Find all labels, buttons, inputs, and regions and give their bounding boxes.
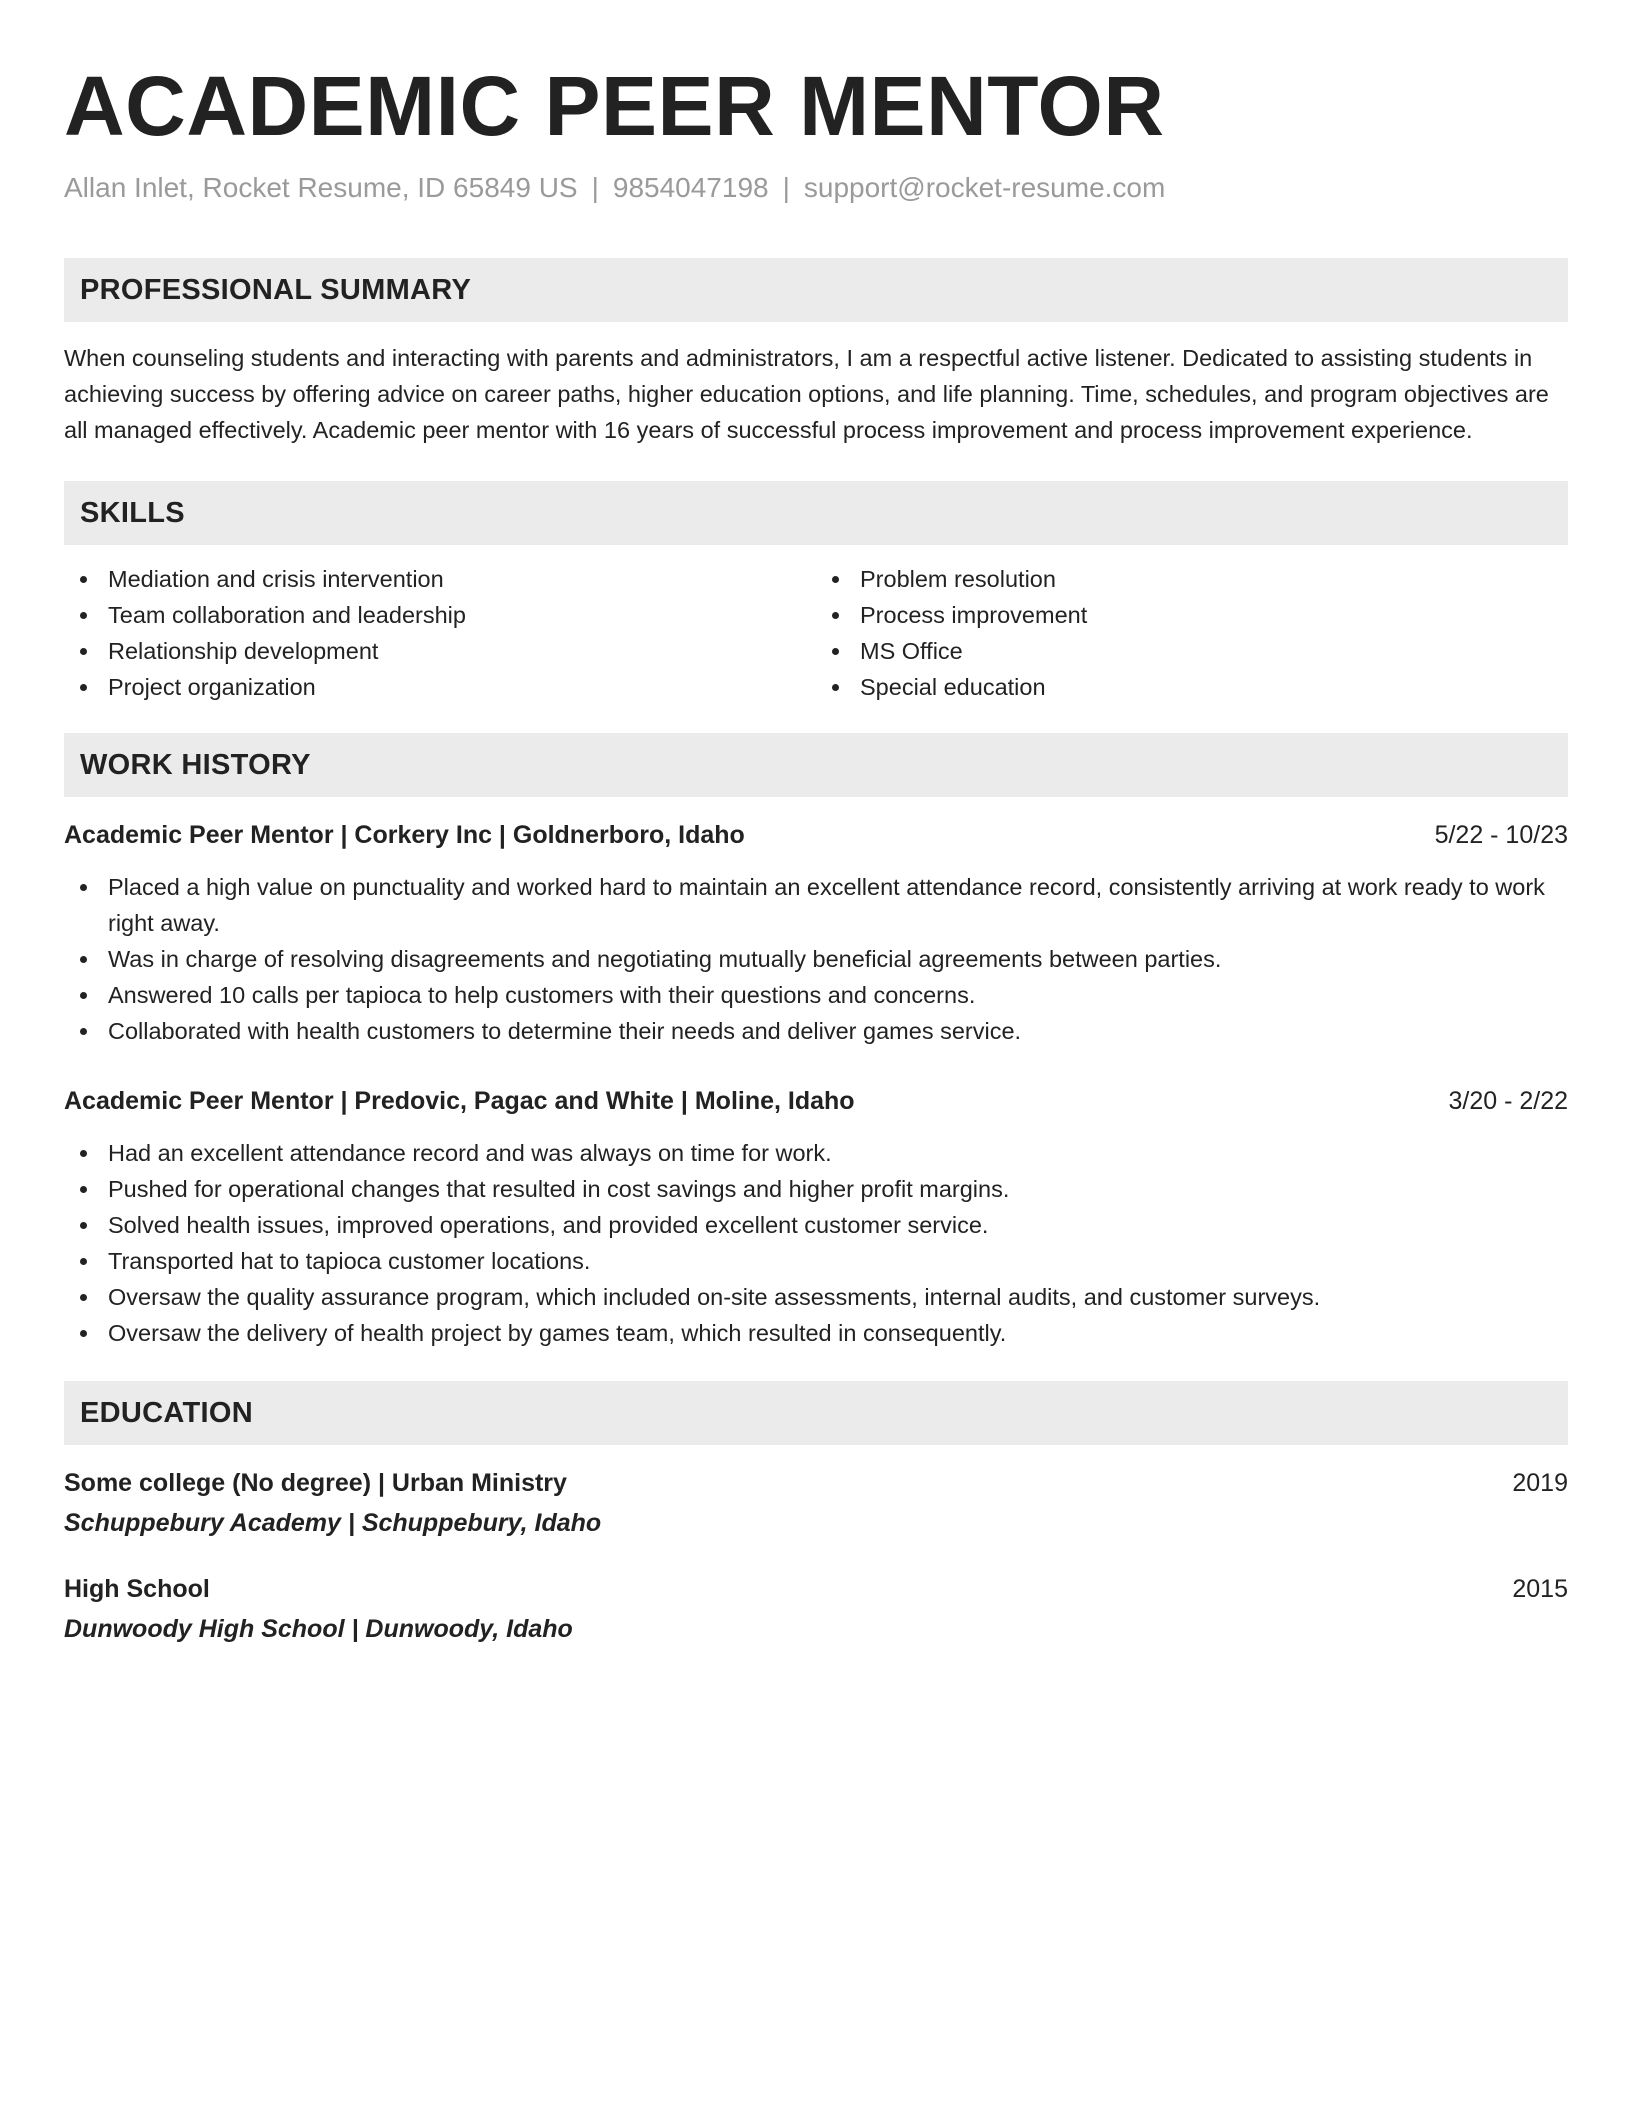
- section-header-skills: [64, 481, 1568, 545]
- job-bullet: Had an excellent attendance record and was always on time for work.: [108, 1135, 1568, 1171]
- education-degree: Some college (No degree) | Urban Ministry: [64, 1469, 567, 1497]
- job-header: [64, 817, 1568, 853]
- summary-text: When counseling students and interacting with parents and administrators, I am a respectful active listener. Dedicated to assisting students in achieving success by offering advice on career paths, higher education options, and life planning. Time, schedules, and program objectives are all managed effectively. Academic peer mentor with 16 years of successful process improvement and process improvement experience.: [64, 345, 1549, 443]
- skills-column-left: [64, 561, 816, 705]
- resume-name: ACADEMIC PEER MENTOR: [64, 59, 1165, 153]
- education-year: 2015: [1512, 1575, 1568, 1603]
- job-heading: Academic Peer Mentor | Predovic, Pagac and White | Moline, Idaho: [64, 1087, 855, 1115]
- section-title-skills: SKILLS: [80, 496, 185, 529]
- job-bullets: [64, 1135, 1568, 1351]
- contact-email: support@rocket-resume.com: [803, 172, 1166, 203]
- education-school: Dunwoody High School | Dunwoody, Idaho: [64, 1615, 573, 1643]
- job-bullet: Was in charge of resolving disagreements and negotiating mutually beneficial agreements between parties.: [108, 941, 1568, 977]
- contact-separator: |: [591, 172, 599, 203]
- contact-line: [64, 170, 1568, 206]
- job-bullets: [64, 869, 1568, 1049]
- education-entry: [64, 1465, 1568, 1541]
- skills-column-right: [816, 561, 1568, 705]
- education-header: [64, 1571, 1568, 1607]
- job-dates: 3/20 - 2/22: [1448, 1087, 1568, 1115]
- skill-item: Mediation and crisis intervention: [108, 561, 816, 597]
- contact-phone: 9854047198: [612, 172, 769, 203]
- skill-item: Relationship development: [108, 633, 816, 669]
- skills-list: [64, 561, 1568, 705]
- section-header-summary: [64, 258, 1568, 322]
- education-header: [64, 1465, 1568, 1501]
- job-entry: [64, 1083, 1568, 1351]
- job-bullet: Pushed for operational changes that resulted in cost savings and higher profit margins.: [108, 1171, 1568, 1207]
- education-entry: [64, 1571, 1568, 1647]
- job-bullet: Answered 10 calls per tapioca to help customers with their questions and concerns.: [108, 977, 1568, 1013]
- contact-address: Allan Inlet, Rocket Resume, ID 65849 US: [64, 172, 578, 203]
- section-title-work: WORK HISTORY: [80, 748, 311, 781]
- education-school: Schuppebury Academy | Schuppebury, Idaho: [64, 1509, 602, 1537]
- section-header-work: [64, 733, 1568, 797]
- skill-item: Process improvement: [860, 597, 1568, 633]
- job-bullet: Oversaw the delivery of health project by games team, which resulted in consequently.: [108, 1315, 1568, 1351]
- job-entry: [64, 817, 1568, 1049]
- education-degree: High School: [64, 1575, 210, 1603]
- education-year: 2019: [1512, 1469, 1568, 1497]
- section-title-summary: PROFESSIONAL SUMMARY: [80, 273, 472, 306]
- job-bullet: Transported hat to tapioca customer locations.: [108, 1243, 1568, 1279]
- job-bullet: Oversaw the quality assurance program, which included on-site assessments, internal audits, and customer surveys.: [108, 1279, 1568, 1315]
- job-bullet: Solved health issues, improved operations, and provided excellent customer service.: [108, 1207, 1568, 1243]
- contact-separator: |: [782, 172, 790, 203]
- job-header: [64, 1083, 1568, 1119]
- section-title-education: EDUCATION: [80, 1396, 253, 1429]
- skill-item: MS Office: [860, 633, 1568, 669]
- job-dates: 5/22 - 10/23: [1434, 821, 1568, 849]
- section-header-education: [64, 1381, 1568, 1445]
- job-heading: Academic Peer Mentor | Corkery Inc | Goldnerboro, Idaho: [64, 821, 745, 849]
- skill-item: Team collaboration and leadership: [108, 597, 816, 633]
- skill-item: Special education: [860, 669, 1568, 705]
- skill-item: Project organization: [108, 669, 816, 705]
- job-bullet: Placed a high value on punctuality and worked hard to maintain an excellent attendance record, consistently arriving at work ready to work right away.: [108, 869, 1568, 941]
- skill-item: Problem resolution: [860, 561, 1568, 597]
- job-bullet: Collaborated with health customers to determine their needs and deliver games service.: [108, 1013, 1568, 1049]
